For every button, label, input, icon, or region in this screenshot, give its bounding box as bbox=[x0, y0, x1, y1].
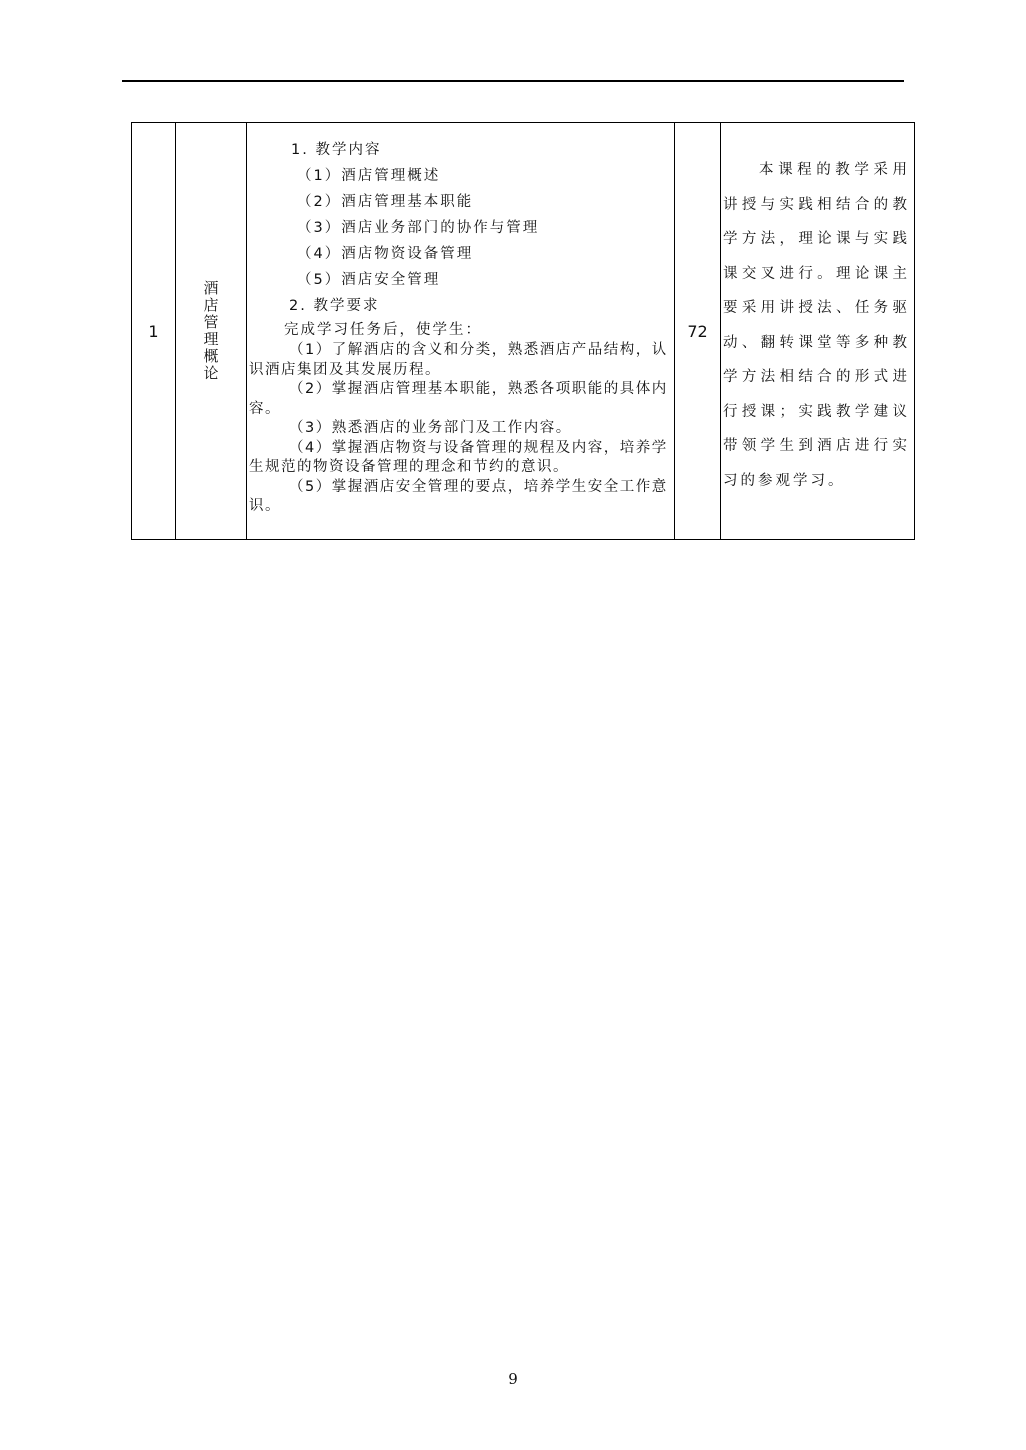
list-item: （4）酒店物资设备管理 bbox=[297, 246, 474, 262]
page-number: 9 bbox=[508, 1370, 518, 1388]
requirement-item: （5）掌握酒店安全管理的要点，培养学生安全工作意识。 bbox=[249, 478, 668, 514]
requirements-lead: 完成学习任务后，使学生： bbox=[284, 322, 482, 338]
list-item: （2）酒店管理基本职能 bbox=[297, 194, 474, 210]
row-index-cell bbox=[132, 123, 176, 540]
course-name: 酒店管理概论 bbox=[203, 279, 219, 382]
section-title-teaching-content: 1. 教学内容 bbox=[291, 142, 382, 158]
hours-cell bbox=[675, 123, 721, 540]
requirement-item: （2）掌握酒店管理基本职能，熟悉各项职能的具体内容。 bbox=[249, 381, 668, 417]
list-item: （1）酒店管理概述 bbox=[297, 168, 441, 184]
row-index: 1 bbox=[148, 321, 159, 341]
course-name-cell bbox=[176, 123, 247, 540]
list-item: （5）酒店安全管理 bbox=[297, 272, 441, 288]
teaching-method-cell bbox=[721, 123, 915, 540]
hours-value: 72 bbox=[687, 321, 708, 341]
requirement-item: （3）熟悉酒店的业务部门及工作内容。 bbox=[289, 420, 572, 436]
requirement-item: （4）掌握酒店物资与设备管理的规程及内容，培养学生规范的物资设备管理的理念和节约的意识。 bbox=[249, 439, 668, 475]
table-row bbox=[132, 123, 915, 540]
section-title-teaching-requirements: 2. 教学要求 bbox=[289, 298, 380, 314]
course-content bbox=[247, 137, 674, 517]
requirement-item: （1）了解酒店的含义和分类，熟悉酒店产品结构，认识酒店集团及其发展历程。 bbox=[249, 342, 668, 378]
course-content-cell bbox=[247, 123, 675, 540]
course-table bbox=[131, 122, 915, 540]
teaching-method-text: 本课程的教学采用讲授与实践相结合的教学方法，理论课与实践课交叉进行。理论课主要采用讲授法、任务驱动、翻转课堂等多种教学方法相结合的形式进行授课；实践教学建议带领学生到酒店进行实习的参观学习。 bbox=[723, 162, 910, 489]
teaching-method bbox=[721, 123, 914, 498]
list-item: （3）酒店业务部门的协作与管理 bbox=[297, 220, 540, 236]
header-rule bbox=[122, 80, 904, 82]
